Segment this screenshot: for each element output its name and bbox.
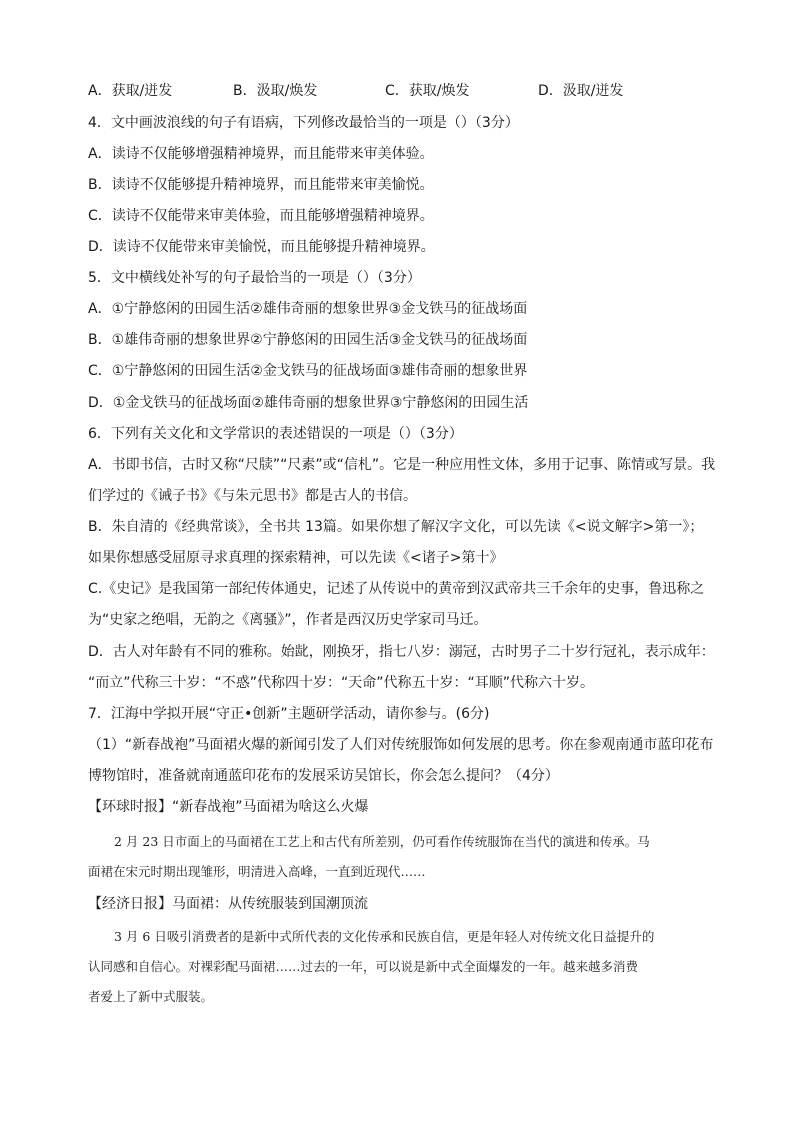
q6-option-b-line1: B．朱自清的《经典常谈》，全书共 13篇。如果你想了解汉字文化，可以先读《<说文解字>第一》；	[88, 519, 704, 535]
q3-option-b: B．汲取/焕发	[233, 83, 318, 99]
q4-option-c: C．读诗不仅能带来审美体验，而且能够增强精神境界。	[88, 208, 434, 224]
q7-sub1-line1: （1）“新春战袍”马面裙火爆的新闻引发了人们对传统服饰如何发展的思考。你在参观南通市蓝印花布	[88, 737, 714, 753]
q5-option-c: C．①宁静悠闲的田园生活②金戈铁马的征战场面③雄伟奇丽的想象世界	[88, 363, 528, 379]
news1-body-line1: 2 月 23 日市面上的马面裙在工艺上和古代有所差别，仍可看作传统服饰在当代的演进和传承。马	[114, 834, 650, 849]
q5-option-a: A．①宁静悠闲的田园生活②雄伟奇丽的想象世界③金戈铁马的征战场面	[88, 301, 528, 317]
news2-title: 【经济日报】马面裙：从传统服装到国潮顶流	[88, 896, 368, 912]
q4-option-b: B．读诗不仅能够提升精神境界，而且能带来审美愉悦。	[88, 177, 434, 193]
q6-stem: 6．下列有关文化和文学常识的表述错误的一项是（）（3分）	[88, 426, 463, 442]
q5-option-d: D．①金戈铁马的征战场面②雄伟奇丽的想象世界③宁静悠闲的田园生活	[88, 395, 529, 411]
q4-stem: 4．文中画波浪线的句子有语病，下列修改最恰当的一项是（）（3分）	[88, 115, 519, 131]
q6-option-a-line1: A．书即书信，古时又称“尺牍”“尺素”或“信札”。它是一种应用性文体，多用于记事、陈情或写景。我	[88, 457, 716, 473]
q3-option-c: C．获取/焕发	[385, 83, 470, 99]
q3-option-d: D．汲取/迸发	[538, 83, 624, 99]
q7-sub1-line2: 博物馆时，准备就南通蓝印花布的发展采访吴馆长，你会怎么提问？（4分）	[88, 768, 559, 784]
q6-option-b-line2: 如果你想感受屈原寻求真理的探索精神，可以先读《<诸子>第十》	[88, 550, 504, 566]
q6-option-a-line2: 们学过的《诫子书》《与朱元思书》都是古人的书信。	[88, 488, 417, 504]
news2-body-line2: 认同感和自信心。对裸彩配马面裙……过去的一年，可以说是新中式全面爆发的一年。越来越多消费	[88, 959, 639, 974]
q6-option-d-line2: “而立”代称三十岁：“不惑”代称四十岁：“天命”代称五十岁：“耳顺”代称六十岁。	[88, 675, 595, 691]
news2-body-line3: 者爱上了新中式服装。	[88, 989, 214, 1004]
q5-option-b: B．①雄伟奇丽的想象世界②宁静悠闲的田园生活③金戈铁马的征战场面	[88, 332, 528, 348]
q6-option-d-line1: D．古人对年龄有不同的雅称。始龀，刚换牙，指七八岁：溺冠，古时男子二十岁行冠礼，表示成年：	[88, 644, 715, 660]
q3-option-a: A．获取/迸发	[88, 83, 173, 99]
q4-option-d: D．读诗不仅能带来审美愉悦，而且能够提升精神境界。	[88, 239, 435, 255]
q4-option-a: A．读诗不仅能够增强精神境界，而且能带来审美体验。	[88, 146, 434, 162]
q5-stem: 5．文中横线处补写的句子最恰当的一项是（）（3分）	[88, 270, 421, 286]
q6-option-c-line2: 为“史家之绝唱，无韵之《离骚》”，作者是西汉历史学家司马迁。	[88, 612, 488, 628]
news1-title: 【环球时报】“新春战袍”马面裙为啥这么火爆	[88, 799, 369, 815]
q6-option-c-line1: C.《史记》是我国第一部纪传体通史，记述了从传说中的黄帝到汉武帝共三千余年的史事，鲁迅称之	[88, 581, 705, 597]
news2-body-line1: 3 月 6 日吸引消费者的是新中式所代表的文化传承和民族自信，更是年轻人对传统文化日益提升的	[114, 929, 655, 944]
q7-stem: 7．江海中学拟开展“守正•创新”主题研学活动，请你参与。(6分)	[88, 706, 490, 722]
q3-options-row	[88, 81, 708, 101]
news1-body-line2: 面裙在宋元时期出现雏形，明清进入高峰，一直到近现代……	[88, 864, 426, 879]
